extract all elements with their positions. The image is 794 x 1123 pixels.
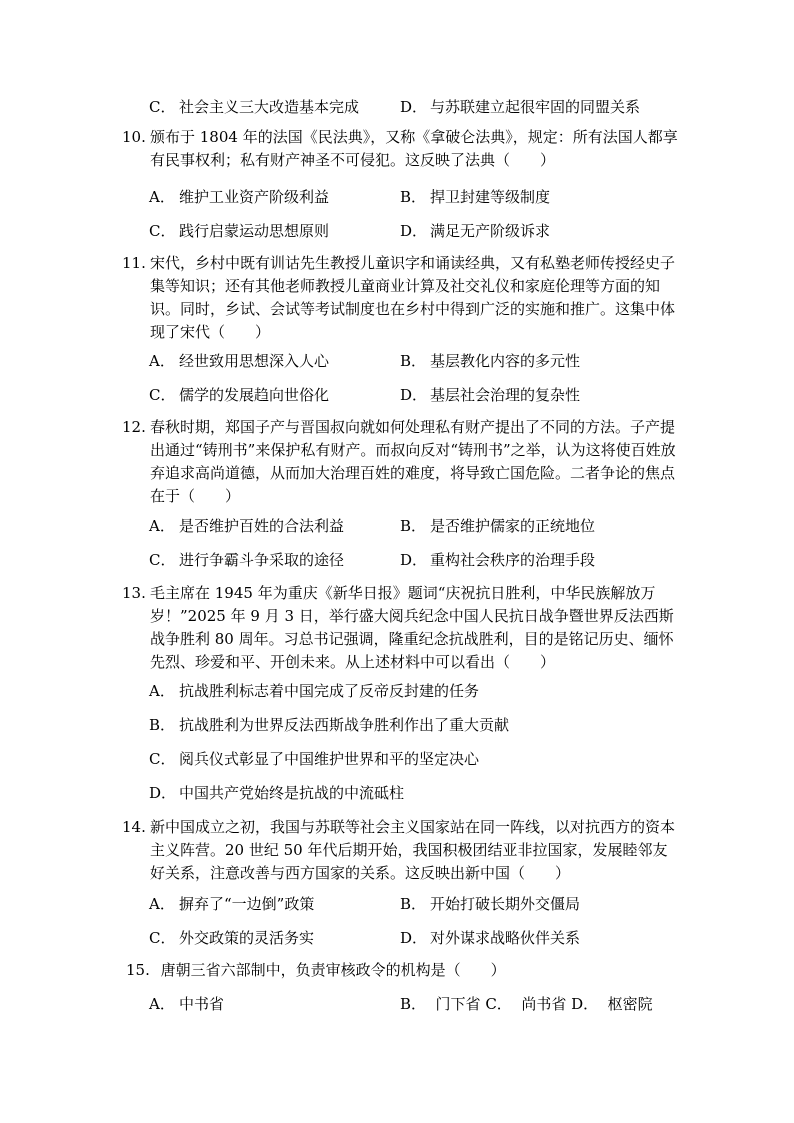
option-label: D． <box>400 929 428 947</box>
q9-option-c <box>149 96 359 118</box>
q10-option-d <box>400 220 550 242</box>
option-text: 中书省 <box>179 995 225 1013</box>
option-text: 践行启蒙运动思想原则 <box>179 222 330 240</box>
q11-option-d <box>400 384 580 406</box>
option-label: C． <box>149 98 176 116</box>
option-label: A． <box>149 995 175 1013</box>
option-text: 是否维护百姓的合法利益 <box>179 517 345 535</box>
q12-option-d <box>400 549 595 571</box>
question-text: 唐朝三省六部制中，负责审核政令的机构是（ ） <box>160 961 506 979</box>
q14-stem <box>122 816 682 885</box>
option-text: 重构社会秩序的治理手段 <box>430 551 596 569</box>
option-label: C． <box>149 929 176 947</box>
q14-option-d <box>400 927 580 949</box>
option-text: 基层社会治理的复杂性 <box>430 386 581 404</box>
option-text: 社会主义三大改造基本完成 <box>179 98 360 116</box>
q12-option-a <box>149 515 344 537</box>
option-label: D． <box>149 784 177 802</box>
option-label: B． <box>400 352 427 370</box>
option-text: 对外谋求战略伙伴关系 <box>430 929 581 947</box>
question-number: 10. <box>122 128 146 146</box>
q14-option-a <box>149 893 314 915</box>
q10-option-b <box>400 186 550 208</box>
option-text: 抗战胜利为世界反法西斯战争胜利作出了重大贡献 <box>179 716 510 734</box>
question-number: 13. <box>122 584 146 602</box>
option-label: D． <box>400 551 428 569</box>
q10-option-a <box>149 186 329 208</box>
q14-option-b <box>400 893 580 915</box>
q10-option-c <box>149 220 329 242</box>
option-label: C． <box>149 551 176 569</box>
option-text: 经世致用思想深入人心 <box>179 352 330 370</box>
question-number: 14. <box>122 818 146 836</box>
option-text: 是否维护儒家的正统地位 <box>430 517 596 535</box>
q11-option-a <box>149 350 329 372</box>
option-label: B． <box>400 188 427 206</box>
option-label: B． <box>149 716 176 734</box>
q15-stem <box>126 959 506 981</box>
q13-option-d <box>149 782 404 804</box>
option-text: 开始打破长期外交僵局 <box>430 895 581 913</box>
option-text: 外交政策的灵活务实 <box>179 929 315 947</box>
q13-stem <box>122 582 682 674</box>
option-text: B． 门下省 C． 尚书省 D． 枢密院 <box>400 995 653 1013</box>
question-text: 毛主席在 1945 年为重庆《新华日报》题词“庆祝抗日胜利，中华民族解放万岁！”2025 年 9 月 3 日，举行盛大阅兵纪念中国人民抗日战争暨世界反法西斯战争胜利 80 周年。习总书记强调，隆重纪念抗战胜利，目的是铭记历史、缅怀先烈、珍爱和平、开创未来。从上述材料中可以看出（ ） <box>150 584 674 671</box>
option-text: 抗战胜利标志着中国完成了反帝反封建的任务 <box>179 682 480 700</box>
option-text: 基层教化内容的多元性 <box>430 352 581 370</box>
option-text: 中国共产党始终是抗战的中流砥柱 <box>179 784 405 802</box>
q11-option-b <box>400 350 580 372</box>
question-text: 新中国成立之初，我国与苏联等社会主义国家站在同一阵线，以对抗西方的资本主义阵营。20 世纪 50 年代后期开始，我国积极团结亚非拉国家，发展睦邻友好关系，注意改善与西方国家的关系。这反映出新中国（ ） <box>150 818 676 882</box>
option-text: 维护工业资产阶级利益 <box>179 188 330 206</box>
option-text: 阅兵仪式彰显了中国维护世界和平的坚定决心 <box>179 750 480 768</box>
q12-stem <box>122 416 682 508</box>
option-label: D． <box>400 98 428 116</box>
q13-option-b <box>149 714 509 736</box>
option-label: B． <box>400 517 427 535</box>
option-text: 摒弃了“一边倒”政策 <box>179 895 315 913</box>
option-label: C． <box>149 750 176 768</box>
question-text: 宋代，乡村中既有训诂先生教授儿童识字和诵读经典，又有私塾老师传授经史子集等知识；还有其他老师教授儿童商业计算及社交礼仪和家庭伦理等方面的知识。同时，乡试、会试等考试制度也在乡村中得到广泛的实施和推广。这集中体现了宋代（ ） <box>150 254 676 341</box>
question-number: 11. <box>122 254 146 272</box>
q13-option-c <box>149 748 479 770</box>
q10-stem <box>122 126 682 172</box>
option-text: 与苏联建立起很牢固的同盟关系 <box>430 98 641 116</box>
option-label: C． <box>149 222 176 240</box>
q12-option-c <box>149 549 344 571</box>
option-label: B． <box>400 895 427 913</box>
q15-options-bcd <box>400 993 653 1015</box>
q12-option-b <box>400 515 595 537</box>
option-label: A． <box>149 682 175 700</box>
q14-option-c <box>149 927 314 949</box>
q11-option-c <box>149 384 329 406</box>
option-label: A． <box>149 352 175 370</box>
option-label: D． <box>400 386 428 404</box>
q13-option-a <box>149 680 479 702</box>
q11-stem <box>122 252 682 344</box>
question-number: 12. <box>122 418 146 436</box>
option-label: C． <box>149 386 176 404</box>
option-text: 儒学的发展趋向世俗化 <box>179 386 330 404</box>
question-text: 春秋时期，郑国子产与晋国叔向就如何处理私有财产提出了不同的方法。子产提出通过“铸刑书”来保护私有财产。而叔向反对“铸刑书”之举，认为这将使百姓放弃追求高尚道德，从而加大治理百姓的难度，将导致亡国危险。二者争论的焦点在于（ ） <box>150 418 676 505</box>
question-number: 15. <box>126 961 150 979</box>
option-label: A． <box>149 895 175 913</box>
option-text: 捍卫封建等级制度 <box>430 188 551 206</box>
option-label: A． <box>149 517 175 535</box>
question-text: 颁布于 1804 年的法国《民法典》，又称《拿破仑法典》，规定：所有法国人都享有民事权利；私有财产神圣不可侵犯。这反映了法典（ ） <box>150 128 678 169</box>
option-text: 进行争霸斗争采取的途径 <box>179 551 345 569</box>
q9-option-d <box>400 96 640 118</box>
q15-option-a <box>149 993 224 1015</box>
option-text: 满足无产阶级诉求 <box>430 222 551 240</box>
option-label: A． <box>149 188 175 206</box>
option-label: D． <box>400 222 428 240</box>
